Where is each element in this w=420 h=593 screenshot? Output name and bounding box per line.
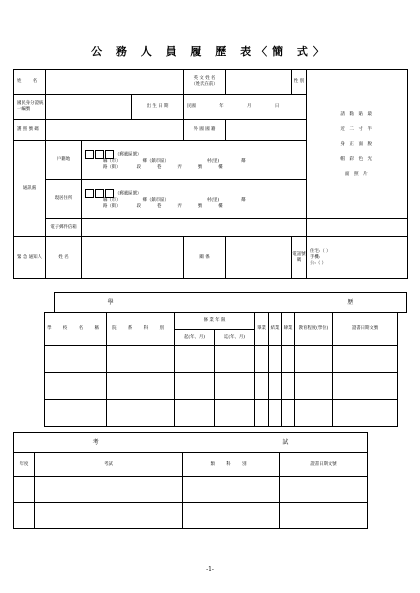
education-cell[interactable] [282, 346, 295, 373]
education-title-right: 歷 [347, 298, 354, 306]
emergency-home-phone: 住宅:（ ） [310, 248, 331, 254]
exam-category-header: 類 科 別 [183, 453, 280, 477]
education-title-left: 學 [107, 298, 114, 306]
education-cell[interactable] [107, 400, 175, 427]
education-cell[interactable] [333, 373, 398, 400]
current-postal-row [85, 189, 306, 198]
photo-instruction-5: 面 照 片 [344, 171, 370, 177]
village-label: 村(里) [206, 197, 220, 203]
education-cell[interactable] [295, 373, 333, 400]
birth-day: 日 [274, 104, 280, 109]
household-label: 戶籍地 [46, 141, 82, 180]
alley-label: 弄 [177, 164, 182, 170]
education-cell[interactable] [269, 373, 282, 400]
county-label: 縣（市） [103, 197, 121, 203]
floor-label: 樓 [218, 203, 223, 209]
alley-label: 弄 [177, 203, 182, 209]
household-address[interactable] [82, 141, 307, 180]
photo-instruction-4: 帽 彩 色 光 [340, 156, 374, 162]
emergency-label: 緊 急 通知人 [14, 237, 46, 279]
lane-label: 巷 [156, 203, 162, 209]
postal-box[interactable] [95, 150, 104, 159]
emergency-relation-label: 關 係 [184, 237, 226, 279]
current-address[interactable] [82, 180, 307, 219]
foreign-nationality-value[interactable] [226, 120, 307, 141]
birth-era: 民國 [187, 104, 196, 109]
education-cell[interactable] [215, 373, 255, 400]
education-cell[interactable] [45, 400, 107, 427]
exam-cell[interactable] [183, 477, 280, 503]
floor-label: 樓 [218, 164, 223, 170]
township-label: 鄉（鎮市區） [142, 158, 169, 164]
english-name-label [184, 70, 226, 95]
birth-date-value[interactable] [184, 95, 307, 120]
education-cell[interactable] [282, 373, 295, 400]
exam-cell[interactable] [14, 477, 35, 503]
postal-box[interactable] [95, 189, 104, 198]
number-label: 號 [197, 164, 203, 170]
section-label: 段 [136, 203, 141, 209]
photo-instruction-2: 近 二 寸 半 [340, 126, 374, 132]
degree-header: 教育程度(學位) [295, 313, 333, 346]
education-cell[interactable] [175, 373, 215, 400]
emergency-phone-values[interactable] [307, 237, 408, 279]
table-row [14, 503, 368, 529]
current-line-2 [85, 204, 306, 210]
exam-cell[interactable] [14, 503, 35, 529]
emergency-relation-value[interactable] [226, 237, 292, 279]
graduated-header: 畢業 [255, 313, 269, 346]
table-row [14, 477, 368, 503]
id-number-value[interactable] [46, 95, 132, 120]
birth-date-label: 出 生 日 期 [132, 95, 184, 120]
exam-year-header: 年度 [14, 453, 35, 477]
township-label: 鄉（鎮市區） [142, 197, 169, 203]
neighborhood-label: 鄰 [241, 197, 246, 203]
dropped-header: 肄業 [282, 313, 295, 346]
education-cell[interactable] [333, 346, 398, 373]
road-label: 路（街） [103, 164, 121, 170]
current-residence-label: 現居住所 [46, 180, 82, 219]
birth-year: 年 [219, 104, 224, 109]
personal-info-table [13, 69, 408, 279]
emergency-name-label: 姓 名 [46, 237, 82, 279]
exam-table [13, 432, 368, 529]
education-cell[interactable] [255, 346, 269, 373]
postal-box[interactable] [105, 189, 114, 198]
education-cell[interactable] [107, 373, 175, 400]
exam-section-title [14, 433, 368, 453]
education-cell[interactable] [175, 346, 215, 373]
education-cell[interactable] [333, 400, 398, 427]
postal-box[interactable] [85, 150, 94, 159]
education-cell[interactable] [215, 400, 255, 427]
email-label: 電子郵件信箱 [46, 219, 82, 237]
education-cell[interactable] [45, 373, 107, 400]
table-row [45, 346, 398, 373]
photo-area[interactable] [307, 70, 408, 219]
period-from-header: 起(年、月) [175, 330, 215, 346]
page-number: -1- [206, 566, 214, 573]
exam-cell[interactable] [35, 477, 183, 503]
address-section-label: 通訊處 [14, 141, 46, 237]
school-header: 學 校 名 稱 [45, 313, 107, 346]
emergency-office-phone: 公:（ ） [310, 260, 327, 266]
village-label: 村(里) [206, 158, 220, 164]
exam-cell[interactable] [35, 503, 183, 529]
education-section-title [55, 293, 407, 313]
period-to-header: 迄(年、月) [215, 330, 255, 346]
lane-label: 巷 [156, 164, 162, 170]
postal-label: （郵遞區號） [115, 152, 142, 157]
name-label: 姓 名 [14, 70, 46, 95]
number-label: 號 [197, 203, 203, 209]
attended-header: 結業 [269, 313, 282, 346]
department-header: 院 系 科 別 [107, 313, 175, 346]
education-cell[interactable] [255, 373, 269, 400]
section-label: 段 [136, 164, 141, 170]
education-cell[interactable] [255, 400, 269, 427]
exam-title-right: 試 [282, 438, 289, 446]
education-table [44, 312, 398, 427]
birth-month: 月 [247, 104, 252, 109]
postal-label: （郵遞區號） [115, 191, 142, 196]
emergency-phone-label: 電話號碼 [292, 237, 307, 279]
emergency-name-value[interactable] [82, 237, 184, 279]
table-row [45, 400, 398, 427]
name-value[interactable] [46, 70, 184, 95]
education-cell[interactable] [107, 346, 175, 373]
english-name-note: （姓氏在前） [191, 82, 218, 87]
period-header: 修 業 年 限 [175, 313, 255, 330]
table-row [45, 373, 398, 400]
passport-value[interactable] [46, 120, 184, 141]
emergency-mobile-phone: 手機: [310, 254, 321, 260]
english-name-label-text: 英 文 姓 名 [193, 76, 216, 81]
exam-cell[interactable] [280, 477, 368, 503]
education-cell[interactable] [215, 346, 255, 373]
exam-cell[interactable] [183, 503, 280, 529]
page-title: 公 務 人 員 履 歷 表〈簡 式〉 [91, 45, 329, 58]
household-postal-row [85, 150, 306, 159]
foreign-nationality-label: 外 國 國 籍 [184, 120, 226, 141]
email-value[interactable] [82, 219, 307, 237]
photo-instruction-1: 請 黏 貼 最 [340, 111, 374, 117]
postal-box[interactable] [85, 189, 94, 198]
neighborhood-label: 鄰 [241, 158, 246, 164]
id-number-label: 國民身分證統一編號 [14, 95, 46, 120]
education-cell[interactable] [269, 400, 282, 427]
education-cell[interactable] [295, 400, 333, 427]
education-cell[interactable] [269, 346, 282, 373]
education-cell[interactable] [45, 346, 107, 373]
english-name-value[interactable] [226, 70, 292, 95]
gender-label: 性 別 [292, 70, 307, 95]
road-label: 路（街） [103, 203, 121, 209]
exam-name-header: 考試 [35, 453, 183, 477]
exam-title-left: 考 [92, 438, 99, 446]
exam-cell[interactable] [280, 503, 368, 529]
education-cell[interactable] [282, 400, 295, 427]
county-label: 縣（市） [103, 158, 121, 164]
postal-box[interactable] [105, 150, 114, 159]
education-section-header [54, 292, 407, 313]
edu-cert-header: 證書日期文號 [333, 313, 398, 346]
household-line-2 [85, 165, 306, 171]
photo-instruction-3: 身 正 面 脫 [340, 141, 374, 147]
passport-label: 護 照 號 碼 [14, 120, 46, 141]
exam-cert-header: 證書日期文號 [280, 453, 368, 477]
education-cell[interactable] [175, 400, 215, 427]
education-cell[interactable] [295, 346, 333, 373]
